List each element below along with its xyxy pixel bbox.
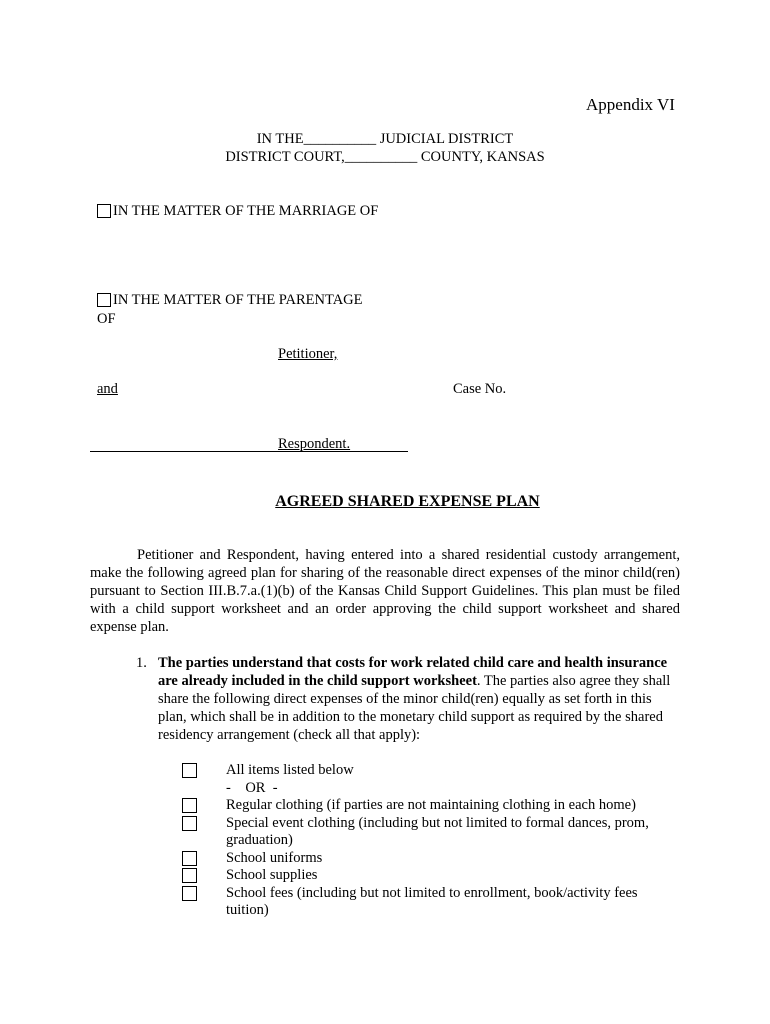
checklist-checkbox[interactable]: [182, 868, 197, 883]
checklist-row: [182, 815, 682, 850]
case-number-label: Case No.: [453, 381, 507, 397]
and-label: and: [97, 381, 118, 397]
checklist-label: - OR -: [226, 779, 278, 796]
parentage-checkbox[interactable]: [97, 293, 111, 307]
matter-parentage: [97, 292, 363, 309]
item-1-rest-text: . The parties also agree they shall share the following direct expenses of the minor child(ren) equally as set forth in this plan, which shall be in addition to the monetary child support as required by the shared residency arrangement (check all that apply):: [158, 673, 671, 743]
appendix-label: Appendix VI: [586, 95, 675, 114]
checklist-row: [182, 762, 682, 780]
checklist-row: [182, 797, 682, 815]
document-title: AGREED SHARED EXPENSE PLAN: [275, 493, 540, 510]
court-line-1: IN THE__________ JUDICIAL DISTRICT: [256, 131, 514, 147]
checklist-label: Special event clothing (including but not limited to formal dances, prom, graduation): [226, 814, 649, 848]
matter-parentage-of: OF: [97, 311, 116, 327]
checklist-row: [182, 780, 682, 798]
checklist-label: School uniforms: [226, 849, 323, 866]
intro-text: Petitioner and Respondent, having entered into a shared residential custody arrangement, make the following agreed plan for sharing of the reasonable direct expenses of the minor child(ren) pursuant to Section III.B.7.a.(1)(b) of the Kansas Child Support Guidelines. This plan must be filed with a child support worksheet and an order approving the child support worksheet and shared expense plan.: [90, 547, 680, 635]
checklist-label: School fees (including but not limited to enrollment, book/activity fees tuition): [226, 884, 638, 918]
matter-marriage: [97, 203, 378, 220]
checklist-row: [182, 867, 682, 885]
checklist-label: School supplies: [226, 867, 318, 883]
checklist-checkbox[interactable]: [182, 763, 197, 778]
intro-paragraph: [90, 546, 680, 636]
item-1-bold-text: The parties understand that costs for work related child care and health insurance are already included in the child support worksheet: [158, 655, 668, 689]
checklist-checkbox[interactable]: [182, 816, 197, 831]
matter-marriage-label: IN THE MATTER OF THE MARRIAGE OF: [113, 203, 379, 219]
respondent-signature-line[interactable]: [90, 451, 408, 452]
court-line-2: DISTRICT COURT,__________ COUNTY, KANSAS: [225, 149, 545, 165]
expense-checklist: [182, 762, 682, 920]
checklist-row: [182, 885, 682, 920]
checklist-checkbox[interactable]: [182, 886, 197, 901]
petitioner-label: Petitioner,: [278, 346, 338, 362]
checklist-spacer: [182, 781, 197, 796]
item-1-text: [158, 654, 681, 744]
checklist-label: All items listed below: [226, 762, 354, 778]
item-1: [136, 654, 681, 744]
matter-parentage-label: IN THE MATTER OF THE PARENTAGE: [113, 292, 363, 308]
checklist-checkbox[interactable]: [182, 851, 197, 866]
checklist-label: Regular clothing (if parties are not maintaining clothing in each home): [226, 797, 636, 813]
item-1-number: 1.: [136, 655, 147, 671]
checklist-checkbox[interactable]: [182, 798, 197, 813]
marriage-checkbox[interactable]: [97, 204, 111, 218]
checklist-row: [182, 850, 682, 868]
respondent-label: Respondent.: [278, 436, 351, 452]
